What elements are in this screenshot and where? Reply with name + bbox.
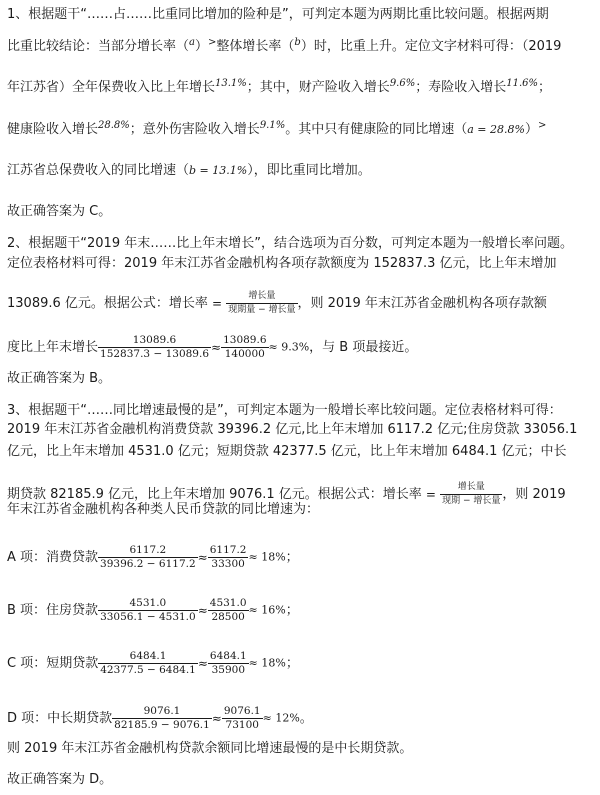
text: ；其中，财产险收入增长 [246,80,390,95]
value: 28.8% [98,120,130,131]
text: ； [285,656,299,671]
calc-fraction [98,334,211,361]
option-line-a [7,544,299,571]
denominator: 39396.2 − 6117.2 [100,558,196,570]
calc-fraction-2 [208,544,249,571]
numerator: 9076.1 [143,705,181,717]
text: 度比上年末增长 [7,340,99,355]
approx: ≈ [197,550,208,565]
s1-line-3 [7,80,551,97]
s1-line-5 [7,163,371,179]
calc-fraction [98,650,198,677]
value: 11.6% [506,78,539,89]
denominator: 33300 [208,557,249,571]
numerator: 6117.2 [209,544,247,556]
numerator: 4531.0 [209,597,247,609]
text: ； [538,80,552,95]
text: ； [285,603,299,618]
numerator: 6484.1 [129,650,167,662]
calc-fraction [98,544,198,571]
text: ） [194,39,208,54]
text: ，与 B 项最接近。 [309,340,418,355]
s2-line-4 [7,334,417,361]
s2-line-2: 定位表格材料可得：2019 年末江苏省金融机构各项存款额度为 152837.3 亿元，比上年末增加 [7,256,557,271]
text: ，则 2019 年末江苏省金融机构各项存款额 [297,296,547,311]
option-line-c [7,650,299,677]
greater-than: > [208,37,217,48]
formula-fraction [440,481,502,508]
denominator: 33056.1 − 4531.0 [100,611,196,623]
s1-line-1: 1、根据题干“……占……比重同比增加的险种是”，可判定本题为两期比重比较问题。根据两期 [7,7,549,22]
calc-fraction-2 [208,650,249,677]
approx: ≈ [211,340,222,355]
value: 13.1% [215,78,247,89]
numerator: 13089.6 [223,334,267,346]
text: 年江苏省）全年保费收入比上年增长 [7,80,216,95]
equals: = [425,487,436,502]
numerator: 增长量 [457,482,485,492]
text: 比重比较结论：当部分增长率（ [7,39,190,54]
equation: b = 13.1% [189,164,248,177]
approx: ≈ [197,603,208,618]
formula-fraction [226,290,297,317]
s2-line-1: 2、根据题干“2019 年末……比上年末增长”，结合选项为百分数，可判定本题为一般增长率问题。 [7,236,573,251]
calc-fraction-2 [221,334,268,361]
result: ≈ 16% [248,603,286,617]
s1-line-2 [7,39,561,56]
text: 江苏省总保费收入的同比增速（ [7,163,190,178]
var-a: a [189,37,195,48]
numerator: 6117.2 [129,544,167,556]
s3-conclusion: 则 2019 年末江苏省金融机构贷款余额同比增速最慢的是中长期贷款。 [7,741,413,756]
result: ≈ 9.3% [268,340,310,354]
calc-fraction [112,705,212,732]
s2-line-3 [7,290,547,317]
denominator: 140000 [221,347,268,361]
s2-answer: 故正确答案为 B。 [7,371,112,386]
s3-line-5: 年末江苏省金融机构各种类人民币贷款的同比增速为： [7,502,320,517]
option-label: C 项：短期贷款 [7,656,99,671]
text: ，则 2019 [502,487,566,502]
numerator: 13089.6 [132,334,177,346]
equation: a = 28.8% [467,123,525,136]
denominator: 35900 [208,663,249,677]
text: ） [524,122,538,137]
text: ； [285,550,299,565]
option-label: B 项：住房贷款 [7,603,99,618]
equals: = [212,296,223,311]
calc-fraction-2 [208,597,249,624]
option-label: A 项：消费贷款 [7,550,99,565]
text: ；意外伤害险收入增长 [129,122,260,137]
text: ）时，比重上升。定位文字材料可得：（2019 [300,39,562,54]
option-label: D 项：中长期贷款 [7,711,113,726]
text: 13089.6 亿元。根据公式：增长率 [7,296,208,311]
result: ≈ 18% [248,550,286,564]
approx: ≈ [197,656,208,671]
text: ；寿险收入增长 [415,80,507,95]
s3-line-3: 亿元，比上年末增加 4531.0 亿元；短期贷款 42377.5 亿元，比上年末增加 6484.1 亿元；中长 [7,444,567,459]
denominator: 152837.3 − 13089.6 [100,348,210,360]
option-line-b [7,597,299,624]
denominator: 现期量 − 增长量 [228,305,296,315]
s3-answer: 故正确答案为 D。 [7,772,113,787]
calc-fraction-2 [222,705,263,732]
text: 整体增长率（ [216,39,295,54]
s1-answer: 故正确答案为 C。 [7,204,112,219]
result: ≈ 18% [248,656,286,670]
s1-line-4 [7,122,546,139]
numerator: 9076.1 [223,705,261,717]
denominator: 82185.9 − 9076.1 [114,719,210,731]
s3-line-2: 2019 年末江苏省金融机构消费贷款 39396.2 亿元,比上年末增加 6117.2 亿元;住房贷款 33056.1 [7,422,578,437]
text: 。 [299,711,313,726]
text: 。其中只有健康险的同比增速（ [285,122,468,137]
denominator: 现期 − 增长量 [442,496,501,506]
calc-fraction [98,597,198,624]
denominator: 28500 [208,610,249,624]
var-b: b [294,37,301,48]
text: 健康险收入增长 [7,122,99,137]
text: 期贷款 82185.9 亿元，比上年末增加 9076.1 亿元。根据公式：增长率 [7,487,422,502]
s3-line-1: 3、根据题干“……同比增速最慢的是”，可判定本题为一般增长率比较问题。定位表格材料可得： [7,403,562,418]
value: 9.6% [389,78,416,89]
value: 9.1% [259,120,286,131]
approx: ≈ [211,711,222,726]
option-line-d [7,705,313,732]
greater-than: > [537,120,547,131]
numerator: 6484.1 [209,650,247,662]
numerator: 增长量 [248,291,276,301]
result: ≈ 12% [262,711,300,725]
denominator: 42377.5 − 6484.1 [100,664,196,676]
numerator: 4531.0 [129,597,167,609]
text: ），即比重同比增加。 [247,163,371,178]
denominator: 73100 [222,718,263,732]
